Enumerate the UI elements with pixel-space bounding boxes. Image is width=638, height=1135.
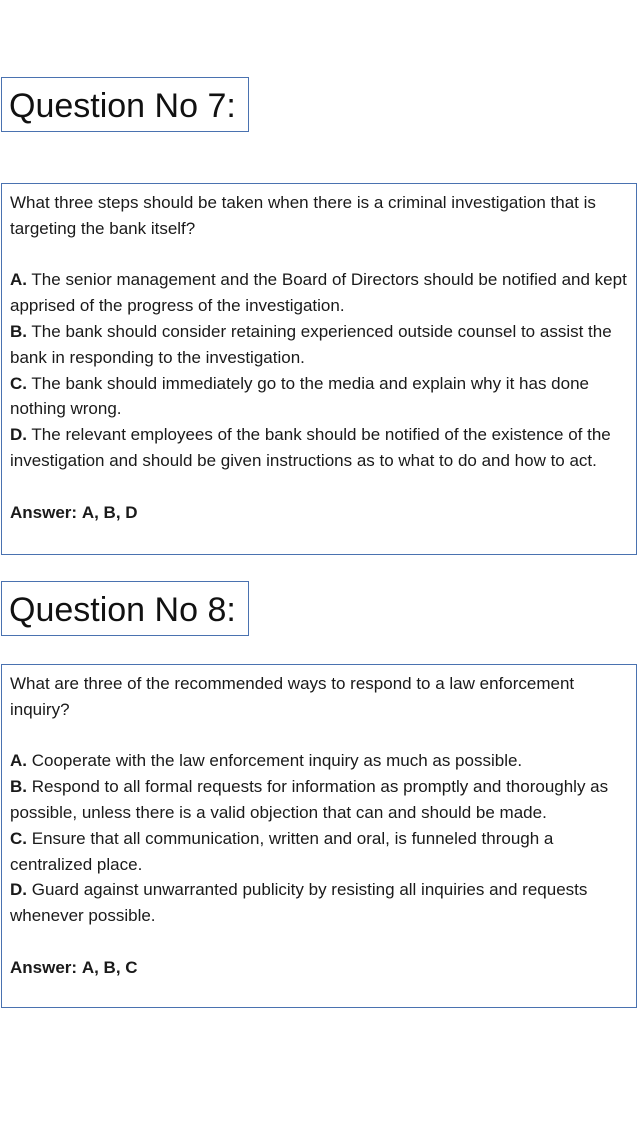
answer-value: A, B, D (81, 502, 138, 522)
option-letter: A. (10, 270, 27, 290)
question-8-title: Question No 8: (1, 581, 249, 636)
option-text: Respond to all formal requests for information as promptly and thoroughly as possible, unless there is a valid objection that can and should be made. (10, 777, 609, 822)
option-letter: B. (10, 321, 27, 341)
question-7-option-d (10, 422, 628, 474)
question-8-box (1, 664, 637, 1008)
spacer (10, 474, 628, 500)
option-text: The bank should consider retaining experienced outside counsel to assist the bank in responding to the investigation. (10, 321, 612, 367)
question-8-option-d (10, 877, 628, 929)
option-text: Guard against unwarranted publicity by resisting all inquiries and requests whenever possible. (10, 880, 588, 926)
question-7-box (1, 183, 637, 555)
answer-value: A, B, C (81, 957, 138, 977)
question-8-option-c (10, 826, 628, 878)
question-7-title: Question No 7: (1, 77, 249, 132)
question-8-prompt: What are three of the recommended ways to respond to a law enforcement inquiry? (10, 674, 575, 719)
question-8-answer (10, 955, 628, 981)
question-8-option-a (10, 748, 628, 774)
option-letter: B. (10, 777, 27, 797)
option-letter: C. (10, 828, 27, 848)
option-letter: C. (10, 373, 27, 393)
answer-label: Answer: (10, 502, 78, 522)
question-7-prompt: What three steps should be taken when there is a criminal investigation that is targeting the bank itself? (10, 193, 596, 238)
question-7-answer (10, 500, 628, 526)
spacer (10, 242, 628, 268)
option-text: The relevant employees of the bank should be notified of the existence of the investigation and should be given instructions as to what to do and how to act. (10, 425, 611, 470)
question-7-option-a (10, 267, 628, 319)
option-text: Ensure that all communication, written and oral, is funneled through a centralized place. (10, 828, 554, 874)
spacer (10, 929, 628, 955)
option-letter: D. (10, 880, 27, 900)
option-letter: D. (10, 425, 27, 445)
question-7-option-b (10, 319, 628, 371)
option-text: Cooperate with the law enforcement inquiry as much as possible. (31, 751, 523, 771)
option-letter: A. (10, 751, 27, 771)
question-7-option-c (10, 371, 628, 423)
question-8-option-b (10, 774, 628, 826)
option-text: The senior management and the Board of Directors should be notified and kept apprised of the progress of the investigation. (10, 270, 627, 316)
answer-label: Answer: (10, 957, 78, 977)
option-text: The bank should immediately go to the media and explain why it has done nothing wrong. (10, 373, 589, 419)
spacer (10, 723, 628, 749)
